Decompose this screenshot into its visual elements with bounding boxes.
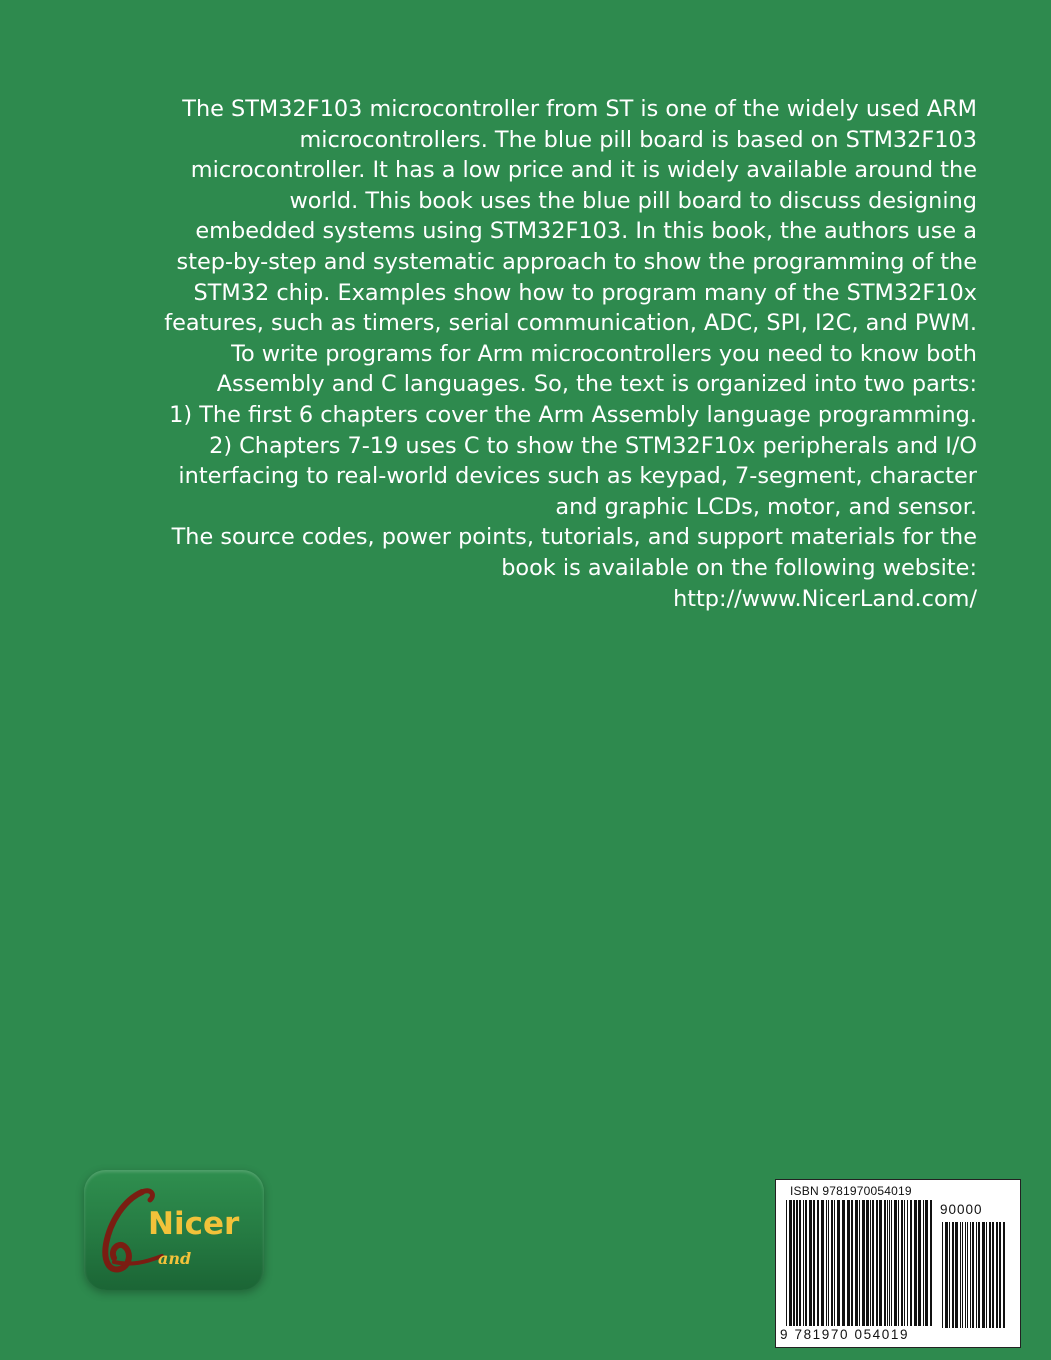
blurb-line: microcontrollers. The blue pill board is based on STM32F103 — [299, 126, 977, 153]
logo-l-flourish — [142, 1191, 152, 1200]
blurb-line: step-by-step and systematic approach to show the programming of the — [176, 248, 977, 275]
barcode-bar — [907, 1200, 908, 1326]
barcode-bar — [967, 1222, 968, 1328]
barcode-bar — [786, 1200, 787, 1326]
blurb-line: world. This book uses the blue pill board to discuss designing — [289, 187, 977, 214]
barcode-bar — [862, 1200, 865, 1326]
barcode-bar — [965, 1222, 966, 1328]
barcode-bar — [889, 1200, 890, 1326]
barcode-bar — [978, 1222, 980, 1328]
barcode-bar — [914, 1200, 917, 1326]
barcode-bar — [805, 1200, 807, 1326]
blurb-line: Assembly and C languages. So, the text is organized into two parts: — [216, 371, 977, 398]
barcode-bar — [828, 1200, 829, 1326]
barcode-bar — [866, 1200, 869, 1326]
blurb-line: To write programs for Arm microcontrollers you need to know both — [231, 340, 977, 367]
barcode-bar — [859, 1200, 860, 1326]
barcode-bar — [891, 1200, 892, 1326]
barcode-bar — [910, 1200, 912, 1326]
barcode-bar — [834, 1200, 835, 1326]
barcode-bar — [952, 1222, 954, 1328]
logo-subname: and — [158, 1249, 192, 1268]
blurb-line: 1) The first 6 chapters cover the Arm Assembly language programming. — [169, 401, 977, 428]
barcode-bar — [813, 1200, 815, 1326]
blurb-line: STM32 chip. Examples show how to program many of the STM32F10x — [193, 279, 977, 306]
back-cover-blurb — [77, 94, 977, 614]
nicerland-logo-mark — [84, 1170, 264, 1290]
barcode-bar — [986, 1222, 987, 1328]
barcode-bar — [989, 1222, 991, 1328]
barcode-bar — [837, 1200, 840, 1326]
blurb-line: and graphic LCDs, motor, and sensor. — [555, 493, 977, 520]
blurb-line: The source codes, power points, tutorials, and support materials for the — [171, 524, 977, 551]
blurb-line: microcontroller. It has a low price and it is widely available around the — [190, 157, 977, 184]
barcode-bar — [992, 1222, 994, 1328]
barcode-bar — [999, 1222, 1001, 1328]
barcode-bar — [887, 1200, 888, 1326]
barcode-bar — [789, 1200, 792, 1326]
barcode-bar — [901, 1200, 903, 1326]
barcode-bar — [817, 1200, 819, 1326]
barcode-bar — [870, 1200, 871, 1326]
barcode-bar — [972, 1222, 974, 1328]
barcode-bar — [962, 1222, 963, 1328]
barcode-bar — [826, 1200, 827, 1326]
ean13-bars — [784, 1200, 934, 1334]
barcode-bar — [898, 1200, 899, 1326]
barcode-bar — [923, 1200, 924, 1326]
barcode-bar — [1003, 1222, 1005, 1328]
barcode-bar — [879, 1200, 882, 1326]
price-code: 90000 — [940, 1202, 983, 1217]
barcode-bar — [942, 1222, 943, 1328]
barcode-bar — [876, 1200, 878, 1326]
logo-l-tail — [114, 1256, 162, 1264]
barcode-bar — [809, 1200, 812, 1326]
blurb-line: interfacing to real-world devices such as keypad, 7-segment, character — [178, 463, 977, 490]
barcode-bar — [793, 1200, 795, 1326]
barcode-bar — [930, 1200, 932, 1326]
barcode-bar — [960, 1222, 961, 1328]
barcode-bar — [918, 1200, 921, 1326]
nicerland-logo — [84, 1170, 264, 1290]
barcode-bar — [982, 1222, 985, 1328]
barcode-bar — [925, 1200, 928, 1326]
addon-bars — [940, 1222, 1008, 1334]
barcode-bar — [821, 1200, 824, 1326]
logo-l-letter — [105, 1192, 142, 1270]
barcode-bar — [949, 1222, 950, 1328]
barcode-bar — [996, 1222, 998, 1328]
barcode-bar — [796, 1200, 798, 1326]
barcode-bar — [855, 1200, 858, 1326]
barcode-bar — [872, 1200, 874, 1326]
barcode-bar — [970, 1222, 971, 1328]
barcode-bar — [894, 1200, 897, 1326]
barcode-bar — [799, 1200, 801, 1326]
barcode-bar — [842, 1200, 845, 1326]
barcode-bar — [847, 1200, 850, 1326]
barcode-bar — [831, 1200, 833, 1326]
barcode-bar — [945, 1222, 948, 1328]
barcode-digits: 9 781970 054019 — [780, 1327, 910, 1342]
blurb-line: book is available on the following website: — [501, 554, 977, 581]
logo-name: Nicer — [148, 1206, 240, 1242]
isbn-barcode — [775, 1179, 1021, 1348]
barcode-bar — [904, 1200, 905, 1326]
blurb-line: The STM32F103 microcontroller from ST is one of the widely used ARM — [182, 96, 977, 122]
blurb-line: features, such as timers, serial communication, ADC, SPI, I2C, and PWM. — [164, 310, 977, 337]
blurb-line: embedded systems using STM32F103. In this book, the authors use a — [195, 218, 977, 245]
barcode-bar — [976, 1222, 977, 1328]
barcode-bar — [884, 1200, 886, 1326]
blurb-line: 2) Chapters 7-19 uses C to show the STM32F10x peripherals and I/O — [209, 432, 977, 459]
barcode-bar — [955, 1222, 958, 1328]
barcode-bar — [803, 1200, 804, 1326]
isbn-label: ISBN 9781970054019 — [790, 1184, 912, 1198]
barcode-bar — [851, 1200, 853, 1326]
website-url: http://www.NicerLand.com/ — [673, 585, 977, 612]
